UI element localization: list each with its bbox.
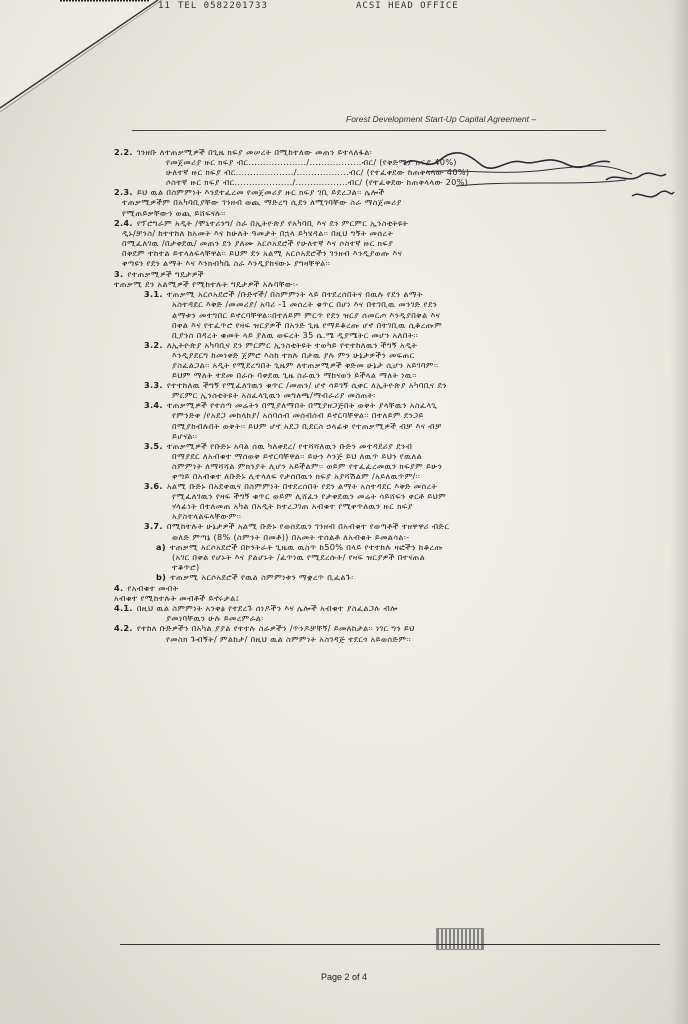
clause-text: ሃላፊነት በተለመጠ አካል በአዲት ከተረጋገጠ አብቁተ የሚቀጥለዉን ዙር ክፍያ xyxy=(172,501,413,512)
text-line xyxy=(114,461,614,471)
fax-header xyxy=(108,1,628,13)
text-line xyxy=(114,289,614,299)
clause-text: ሁለተኛ ዙር ክፍያ ብር..................../..................ብር/ (የተፈቀደው ከጠቅላላው 40%) xyxy=(166,167,470,178)
text-line xyxy=(114,410,614,420)
clause-number: 3.1. xyxy=(144,289,163,300)
clause-text: የተተከለዉ ችግኝ የሚፈለገዉን ቁጥር /መጠን/ ሆኖ ሳይገኝ ሲቀር ለኢትዮጵያ አካባቢና ደን xyxy=(166,380,447,391)
clause-text: ገንዘቡ ለተጠቃሚዎች በጊዜ ክፍያ መሠረት በሚከተለው መጠን ይተላለፋል፡ xyxy=(136,147,373,157)
clause-number: 4.1. xyxy=(114,603,133,614)
clause-text: ዲኑ/ቻንስ/ ከተተከለ ከአመት እና ከሁለት ዓመታት በኋላ ይካሄዳል፡፡ በዚህ ግኝት መሰረት xyxy=(122,227,394,238)
corner-fold-mark xyxy=(0,0,688,160)
clause-number: a) xyxy=(156,541,166,552)
text-line xyxy=(114,238,614,248)
page-number: Page 2 of 4 xyxy=(320,972,368,982)
clause-text: ይህም ማለት ተደመ በራሱ ባቀደዉ ጊዜ ስራዉን ማከናወን ይችላል ማለት ነዉ፡፡ xyxy=(172,370,417,381)
clause-text: በሚከተሉት ሁኔታዎች አልሚ ቡድኑ የወሰደዉን ገንዘብ በአብቁተ የወጣቶች ተዘዋዋሪ ብድር xyxy=(166,521,450,532)
text-line xyxy=(114,593,614,603)
clause-text: የመስክ ጉብኝት/ ምልከታ/ በዚህ ዉል ስምምነት አስገዳጅ ተደርጎ አይወሰድም፡፡ xyxy=(166,633,411,644)
clause-text: በቀል እና የተፈጥሮ የዛፍ ዝርያዎች በአንድ ጊዜ የማይቆረጡ ሆኖ በተገቢዉ ሲቆረጡም xyxy=(172,319,443,330)
text-line xyxy=(114,340,614,350)
clause-text: በቅደም ተከተል ይተላለፍላቸዋል፡፡ ይህም ደን አልሚ አርሶአደሮችን ገንዘብ እንዲያወጡ እና xyxy=(122,247,403,258)
clause-number: 3.4. xyxy=(144,400,163,411)
clause-text: በማያደር ለአብቁተ ማሰወቅ ይኖርባቸዋል፡፡ ይሁን እንጅ ይህ ለዉጥ ይህን የዉለል xyxy=(172,450,423,461)
clause-text: አስተዳደር እቅድ /መመሪያ/ አባሪ -1 መሰረት ቁጥር በሆነ እና በተገቢዉ መንገድ የደን xyxy=(172,299,438,310)
text-line xyxy=(114,320,614,330)
clause-text: ተጠቃሚ ደን አልሚዎች የሚከተሉት ግዴታዎች አሉባቸው፡- xyxy=(114,279,299,290)
text-line xyxy=(114,299,614,309)
text-line xyxy=(114,330,614,340)
text-line xyxy=(114,552,614,562)
footer-rule xyxy=(120,944,660,945)
text-line xyxy=(114,542,614,552)
text-line xyxy=(114,613,614,623)
fax-page-count: 11 xyxy=(158,1,171,11)
text-line xyxy=(114,228,614,238)
clause-number: 3.5. xyxy=(144,440,163,451)
clause-text: ተጠቃሚ አርሶአደሮች በኮንትራት ጊዜዉ ዉስጥ ከ50% በላይ የተተከሉ ዛፎችን ከቆረጡ xyxy=(169,541,443,552)
clause-text: የፕሮግራም አዲት /ሞኒተሪንግ/ ስራ በኢትዮጵያ የአካባቢ እና ደን ምርምር ኢንስቲትዩት xyxy=(136,217,409,228)
text-line xyxy=(114,572,614,582)
text-line xyxy=(114,471,614,481)
text-line xyxy=(114,451,614,461)
clause-text: ሶስተኛ ዙር ክፍያ ብር..................../..................ብር/ (የተፈቀደው ከጠቅላላው 20%) xyxy=(166,177,469,188)
text-line xyxy=(114,269,614,279)
clause-text: ወለድ ምጣኔ (8% (ስምንት በመቶ)) በአመት ተሰልቶ ለአብቁት ይመልሳል፡- xyxy=(172,531,410,542)
text-line xyxy=(114,380,614,390)
text-line xyxy=(114,258,614,268)
clause-text: የሚፈለገዉን የዛፍ ችግኝ ቁጥር ወይም ሊሸፈን የታቀደዉን መሬት ሳይሸፍን ቀርቶ ይህም xyxy=(172,491,447,502)
text-line xyxy=(114,370,614,380)
clause-text: የአብቁተ መብት xyxy=(127,583,179,594)
text-line xyxy=(114,360,614,370)
clause-text: የምንድቀ /የአደጋ መከላከያ/ አሰባሰብ መሰብሰብ ይኖርባቸዋል፡፡ በተለይም ደንጋይ xyxy=(172,410,424,421)
clause-number: 2.4. xyxy=(114,217,133,228)
text-line xyxy=(114,583,614,593)
text-line xyxy=(114,431,614,441)
clause-number: 4. xyxy=(114,583,124,594)
agreement-body xyxy=(114,147,614,644)
text-line xyxy=(114,390,614,400)
text-line xyxy=(114,623,614,633)
fax-telephone: TEL 0582201733 xyxy=(178,1,268,11)
clause-text: ልማቱን መተግበር ይኖርባቸዋል፡፡በተለይም ምርጥ የደን ዝርያ ሰመርጦ እንዲያበቅል እና xyxy=(172,309,441,320)
clause-text: ተጠቃሚዎች የተሰጣ መሬትን በሚያለማበት በሚያዘጋጅበት ወቅት ያላቸዉን አስፈላጊ xyxy=(166,400,438,411)
fax-sender: ACSI HEAD OFFICE xyxy=(356,1,459,11)
clause-number: 2.3. xyxy=(114,187,133,198)
text-line xyxy=(114,603,614,613)
clause-number: 3.2. xyxy=(144,339,163,350)
text-line xyxy=(114,248,614,258)
clause-text: ያመነባቸዉን ሁሉ ይመረምራል፡ xyxy=(166,613,264,624)
text-line xyxy=(114,310,614,320)
page-edge-shadow xyxy=(670,0,688,1024)
clause-text: የተጠቃሚዎች ግዴታዎች xyxy=(127,269,204,280)
clause-text: የተከለ ቡድዎችን በአካል ያያል የተተሉ ስራዎችን /ጥንዶቻቸኝ/ ይመለከታል፡፡ ነገር ግን ይህ xyxy=(136,623,415,634)
clause-text: እንዲያደርግ ከመነቀድ ጀምሮ እስከ ተክሉ በታዉ ያሉ ምን ሁኔታዎችን መፍጠር xyxy=(172,349,415,360)
header-rule xyxy=(132,130,606,131)
text-line xyxy=(114,279,614,289)
clause-text: ይህ ዉል በስምምነት እንደተፈረመ የመጀመሪያ ዙር ክፍያ ገቢ ይደረጋል፡፡ ሌሎች xyxy=(136,187,385,198)
text-line xyxy=(114,532,614,542)
text-line xyxy=(114,350,614,360)
clause-text: ለኢትዮጵያ አካባቢና ደን ምርምር ኢንስቲትዩት ተወካይ የተተከለዉን ችግኝ አዲት xyxy=(166,339,418,350)
clause-text: ቀጣይ በአብቁተ ለቡድኑ ሊተላለፍ የታሰበዉን ክፍያ አያሻሽልም /አይለዉጥም/፡፡ xyxy=(172,471,421,481)
clause-text: የሚጠይቃቸውን ወጪ ይሸፍናሉ፡፡ xyxy=(122,207,226,218)
clause-text: ቀጣዩን የደን ልማት እና እንክብካቤ ስራ እንዲያከናውኑ ያግዛቸዋል፡፡ xyxy=(122,258,331,269)
clause-text: ተቆጥሮ) xyxy=(172,561,200,572)
text-line xyxy=(114,511,614,521)
clause-number: 3.3. xyxy=(144,380,163,391)
clause-text: በዚህ ዉል ስምምነት አንቀፅ የተደረጉ ሰነዶችን እና ሌሎች አብቁተ ያስፈልጋሉ ብሎ xyxy=(136,603,398,614)
handwritten-annotation xyxy=(396,150,676,220)
clause-text: በሚያከብሉበት ወቅት፡፡ ይህም ሆኖ አደጋ ቢደርስ ኃላፊቱ የተጠቃሚዎች ብቻ እና ብቻ xyxy=(172,420,442,431)
clause-text: ተጠቃሚዎች የቡድኑ አባል ሰዉ ካለቀደረ/ የተሻሻለዉን ቡድን መተዳደሪያ ደንብ xyxy=(166,440,413,451)
clause-text: አልሚ ቡድኑ በአደቀዉና በስምምነት በተደረሰበት የደን ልማት አስተዳደር እቅድ መሰረት xyxy=(166,481,438,492)
clause-text: ስምምነት ለማሻሻል ምክንያት ሊሆን አይችልም፡፡ ወይም የተፈፈረመዉን ክፍያም ይሁን xyxy=(172,460,443,471)
clause-number: 3.6. xyxy=(144,481,163,492)
clause-number: 2.2. xyxy=(114,147,133,157)
clause-text: ያስፈልጋል፡፡ አዲት የሚደረግበት ጊዜም ለተጠቃሚዎች ቅድመ ሁኔታ ሲሆን አይገባም፡፡ xyxy=(172,359,439,370)
text-line xyxy=(114,501,614,511)
text-line xyxy=(114,634,614,644)
text-line xyxy=(114,562,614,572)
clause-number: 3.7. xyxy=(144,521,163,532)
clause-text: የመጀመሪያ ዙር ክፍያ ብር..................../..................ብር/ (የቅድሚያ ክፍያ 40%) xyxy=(166,157,457,168)
clause-text: ይሆናል፡፡ xyxy=(172,430,198,441)
text-line xyxy=(114,481,614,491)
clause-text: (አገር በቀል የሆኑት እና ያልሆኑት /ፈጥነዉ የሚደረሱት/ የዛፍ ዝርያዎች በተናጠል xyxy=(172,551,426,562)
clause-number: 3. xyxy=(114,269,124,280)
seal-stamp-mark xyxy=(436,928,484,950)
text-line xyxy=(114,491,614,501)
clause-text: አብቁተ የሚከተሉት መብቶች ይኖሩታል፤ xyxy=(114,593,240,604)
clause-text: በሚፈለገዉ /በታቀደዉ/ መጠን ደን ያለሙ አርሶአደሮች የሁለተኛ እና ሶስተኛ ዙር ክፍያ xyxy=(122,237,394,248)
text-line xyxy=(114,441,614,451)
clause-text: ቢያንስ በዳረት ቁመት ላይ ያለዉ ወፍረት 35 ሴ.ሜ ዲያሜትር መሆን አለበት፡፡ xyxy=(172,329,419,340)
clause-text: ተጠቃሚ አርሶአደሮች /ቡድኖች/ በስምምነት ላይ በተደረሰበትና በዉሉ የደን ልማት xyxy=(166,289,423,300)
document-running-header: Forest Development Start-Up Capital Agreement – xyxy=(346,114,537,124)
clause-text: ተጠቃሚ አርሶአደሮች የዉል ስምምነቱን ማቋረጥ ቢፈልጉ፡ xyxy=(170,571,354,582)
clause-text: አያስተላልፍላቸውም፡፡ xyxy=(172,511,242,522)
text-line xyxy=(114,521,614,531)
clause-text: ምርምር ኢንስቲትዩት አስፈላጊዉን መግለጫ/ማብራሪያ መስጠት፡ xyxy=(172,390,376,401)
clause-text: ተጠቃሚዎችም በአካባቢያቸው ገንዘብ ወጪ ማድረግ ሲደን ለሚገባቸው ስራ ማስጀመሪያ xyxy=(122,197,402,208)
text-line xyxy=(114,421,614,431)
clause-number: b) xyxy=(156,571,167,582)
text-line xyxy=(114,400,614,410)
clause-number: 4.2. xyxy=(114,623,133,634)
